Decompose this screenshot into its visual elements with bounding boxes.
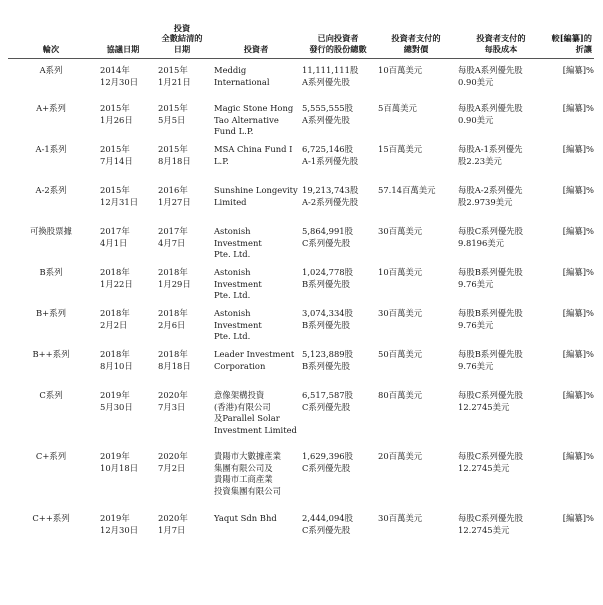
cell-completion-date: 2015年 5月5日 [158,103,188,125]
cell-agreement-date: 2015年 1月26日 [100,103,133,125]
cell-completion-date: 2017年 4月7日 [158,226,188,248]
table-row [8,387,594,448]
cell-investor: Yaqut Sdn Bhd [214,513,277,523]
table-row [8,448,594,510]
cell-cost-per-share: 每股C系列優先股 12.2745美元 [458,390,524,412]
cell-agreement-date: 2015年 12月31日 [100,185,139,207]
cell-completion-date: 2020年 1月7日 [158,513,188,535]
cell-total-consideration: 15百萬美元 [378,144,423,154]
cell-cost-per-share: 每股C系列優先股 12.2745美元 [458,451,524,473]
cell-shares: 1,024,778股 B系列優先股 [302,267,353,289]
cell-discount: [編纂]% [562,308,594,318]
cell-shares: 6,517,587股 C系列優先股 [302,390,353,412]
cell-cost-per-share: 每股B系列優先股 9.76美元 [458,349,523,371]
cell-total-consideration: 80百萬美元 [378,390,423,400]
cell-round: B+系列 [36,308,66,318]
cell-agreement-date: 2014年 12月30日 [100,65,139,87]
cell-shares: 3,074,334股 B系列優先股 [302,308,353,330]
cell-agreement-date: 2018年 2月2日 [100,308,130,330]
cell-total-consideration: 5百萬美元 [378,103,417,113]
cell-total-consideration: 20百萬美元 [378,451,423,461]
cell-total-consideration: 30百萬美元 [378,308,423,318]
cell-investor: Astonish Investment Pte. Ltd. [214,226,262,259]
cell-completion-date: 2015年 1月21日 [158,65,191,87]
cell-round: C+系列 [35,451,67,461]
header-shares: 已向投資者 發行的股份總數 [300,0,376,59]
cell-completion-date: 2018年 1月29日 [158,267,191,289]
cell-discount: [編纂]% [562,65,594,75]
cell-agreement-date: 2015年 7月14日 [100,144,133,166]
cell-discount: [編纂]% [562,349,594,359]
cell-total-consideration: 57.14百萬美元 [378,185,436,195]
cell-shares: 11,111,111股 A系列優先股 [302,65,359,87]
table-row [8,182,594,223]
cell-investor: 意像架構投資 (香港)有限公司 及Parallel Solar Investment Limited [214,390,297,435]
header-agreement-date: 協議日期 [94,0,152,59]
investment-rounds-table [8,0,594,539]
cell-discount: [編纂]% [562,267,594,277]
cell-investor: MSA China Fund I L.P. [214,144,293,166]
cell-discount: [編纂]% [562,185,594,195]
cell-agreement-date: 2017年 4月1日 [100,226,130,248]
cell-cost-per-share: 每股A-2系列優先 股2.9739美元 [458,185,523,207]
cell-agreement-date: 2019年 12月30日 [100,513,139,535]
cell-round: C++系列 [32,513,70,523]
cell-round: A-2系列 [35,185,67,195]
table-row [8,510,594,539]
cell-total-consideration: 30百萬美元 [378,513,423,523]
cell-round: A+系列 [36,103,66,113]
cell-completion-date: 2018年 8月18日 [158,349,191,371]
cell-round: B系列 [39,267,63,277]
header-discount: 較[編纂]的 折讓 [546,0,594,59]
cell-discount: [編纂]% [562,103,594,113]
cell-cost-per-share: 每股A系列優先股 0.90美元 [458,103,523,125]
cell-investor: Astonish Investment Pte. Ltd. [214,267,262,300]
cell-shares: 6,725,146股 A-1系列優先股 [302,144,359,166]
cell-discount: [編纂]% [562,390,594,400]
cell-completion-date: 2016年 1月27日 [158,185,191,207]
cell-cost-per-share: 每股C系列優先股 9.8196美元 [458,226,524,248]
cell-investor: Meddig International [214,65,270,87]
cell-cost-per-share: 每股A-1系列優先 股2.23美元 [458,144,523,166]
cell-shares: 5,864,991股 C系列優先股 [302,226,353,248]
cell-round: B++系列 [32,349,70,359]
cell-cost-per-share: 每股A系列優先股 0.90美元 [458,65,523,87]
table-row [8,100,594,141]
cell-total-consideration: 50百萬美元 [378,349,423,359]
cell-shares: 19,213,743股 A-2系列優先股 [302,185,359,207]
header-completion-date: 投資 全數結清的 日期 [152,0,212,59]
cell-round: C系列 [39,390,63,400]
cell-investor: Astonish Investment Pte. Ltd. [214,308,262,341]
cell-investor: Leader Investment Corporation [214,349,295,371]
cell-agreement-date: 2019年 10月18日 [100,451,139,473]
cell-shares: 2,444,094股 C系列優先股 [302,513,353,535]
cell-discount: [編纂]% [562,144,594,154]
cell-total-consideration: 10百萬美元 [378,267,423,277]
header-total-consideration: 投資者支付的 總對價 [376,0,456,59]
cell-round: 可換股票據 [30,226,72,236]
cell-round: A系列 [39,65,63,75]
table-row [8,59,594,101]
cell-cost-per-share: 每股B系列優先股 9.76美元 [458,308,523,330]
cell-agreement-date: 2018年 8月10日 [100,349,133,371]
cell-completion-date: 2018年 2月6日 [158,308,188,330]
header-cost-per-share: 投資者支付的 每股成本 [456,0,546,59]
header-investor: 投資者 [212,0,300,59]
cell-total-consideration: 10百萬美元 [378,65,423,75]
cell-investor: 貴陽市大數據產業 集團有限公司及 貴陽市工商產業 投資集團有限公司 [214,451,281,496]
cell-completion-date: 2020年 7月3日 [158,390,188,412]
cell-discount: [編纂]% [562,513,594,523]
cell-discount: [編纂]% [562,451,594,461]
table-row [8,264,594,305]
header-round: 輪次 [8,0,94,59]
cell-completion-date: 2015年 8月18日 [158,144,191,166]
cell-investor: Sunshine Longevity Limited [214,185,298,207]
table-row [8,141,594,182]
cell-total-consideration: 30百萬美元 [378,226,423,236]
table-row [8,305,594,346]
cell-round: A-1系列 [35,144,67,154]
cell-investor: Magic Stone Hong Tao Alternative Fund L.P. [214,103,294,136]
cell-shares: 5,555,555股 A系列優先股 [302,103,353,125]
table-row [8,346,594,387]
cell-completion-date: 2020年 7月2日 [158,451,188,473]
table-row [8,223,594,264]
cell-shares: 1,629,396股 C系列優先股 [302,451,353,473]
cell-discount: [編纂]% [562,226,594,236]
cell-agreement-date: 2019年 5月30日 [100,390,133,412]
cell-cost-per-share: 每股C系列優先股 12.2745美元 [458,513,524,535]
cell-agreement-date: 2018年 1月22日 [100,267,133,289]
table-header-row [8,0,594,59]
cell-cost-per-share: 每股B系列優先股 9.76美元 [458,267,523,289]
cell-shares: 5,123,889股 B系列優先股 [302,349,353,371]
